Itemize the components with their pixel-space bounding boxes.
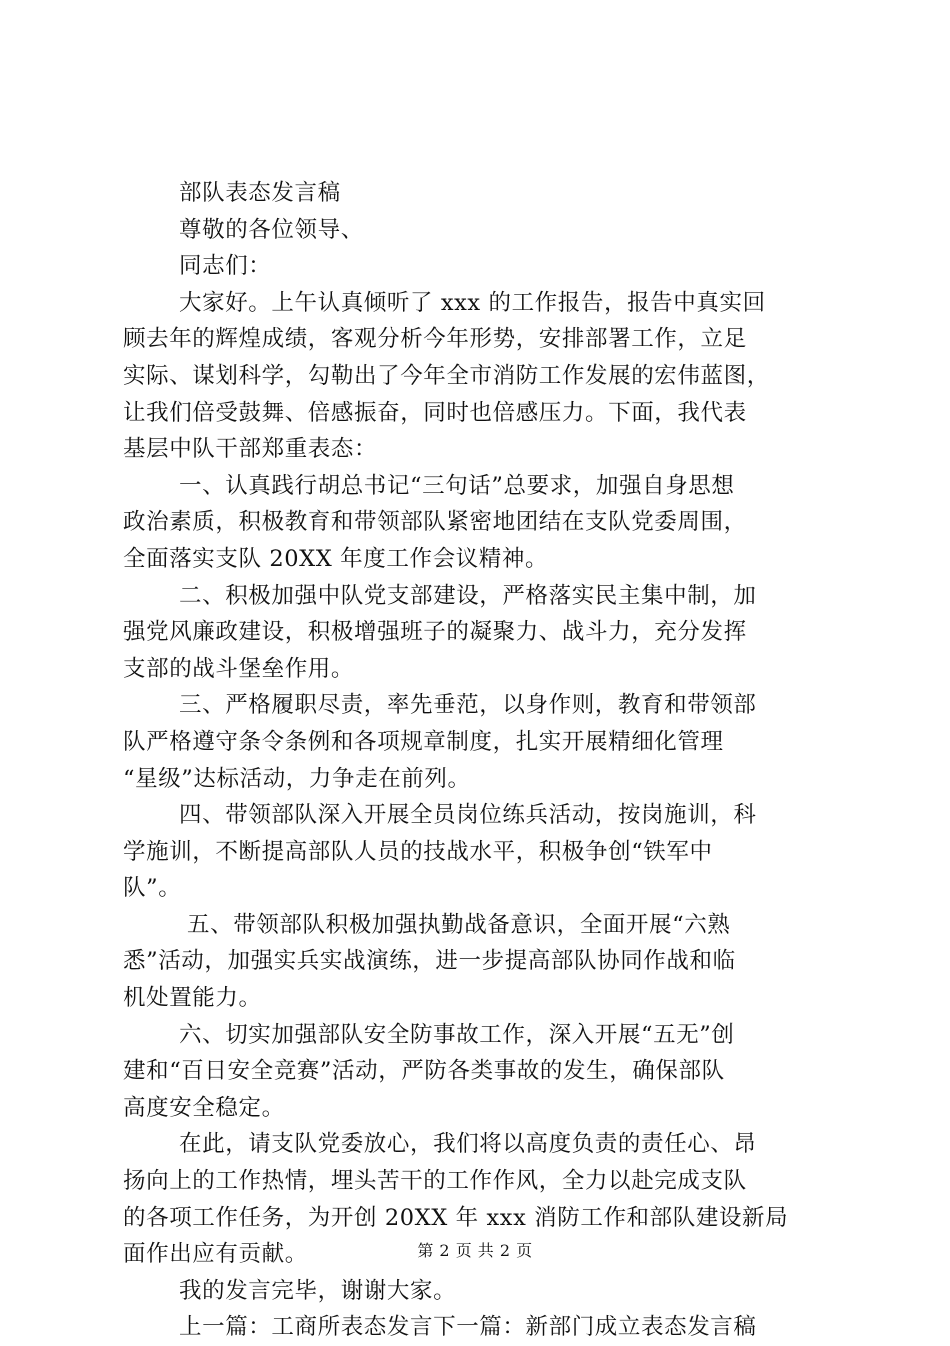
closing-line: 我的发言完毕，谢谢大家。: [179, 1277, 457, 1304]
paragraph-point-2: [123, 578, 845, 688]
text-line: 四、带领部队深入开展全员岗位练兵活动，按岗施训，科: [179, 802, 757, 829]
paragraph-opening: [123, 285, 845, 468]
text-line: 队”。: [123, 875, 182, 902]
document-title: 部队表态发言稿: [179, 180, 341, 206]
salutation-line: 同志们：: [179, 253, 272, 280]
text-line: 悉”活动，加强实兵实战演练，进一步提高部队协同作战和临: [123, 948, 736, 975]
paragraph-point-5: [123, 907, 845, 1017]
text-line: 学施训，不断提高部队人员的技战水平，积极争创“铁军中: [123, 838, 713, 865]
text-line: 机处置能力。: [123, 985, 262, 1012]
text-line: 扬向上的工作热情，埋头苦干的工作作风，全力以赴完成支队: [123, 1168, 747, 1195]
text-line: 大家好。上午认真倾听了 xxx 的工作报告，报告中真实回: [179, 289, 766, 316]
navigation-links[interactable]: 上一篇：工商所表态发言下一篇：新部门成立表态发言稿: [179, 1314, 757, 1341]
text-line: 一、认真践行胡总书记“三句话”总要求，加强自身思想: [179, 472, 735, 499]
paragraph-point-3: [123, 687, 845, 797]
text-line: 六、切实加强部队安全防事故工作，深入开展“五无”创: [179, 1021, 735, 1048]
text-line: 高度安全稳定。: [123, 1094, 285, 1121]
text-line: 顾去年的辉煌成绩，客观分析今年形势，安排部署工作，立足: [123, 326, 747, 353]
text-line: 二、积极加强中队党支部建设，严格落实民主集中制，加: [179, 582, 757, 609]
paragraph-point-6: [123, 1017, 845, 1127]
text-line: 三、严格履职尽责，率先垂范，以身作则，教育和带领部: [179, 692, 757, 719]
text-line: 支部的战斗堡垒作用。: [123, 655, 355, 682]
text-line: 让我们倍受鼓舞、倍感振奋，同时也倍感压力。下面，我代表: [123, 399, 747, 426]
salutation-line: 尊敬的各位领导、: [179, 216, 364, 243]
text-line: 在此，请支队党委放心，我们将以高度负责的责任心、昂: [179, 1131, 757, 1158]
paragraph-point-4: [123, 797, 845, 907]
text-line: 实际、谋划科学，勾勒出了今年全市消防工作发展的宏伟蓝图，: [123, 362, 770, 389]
text-line: 面作出应有贡献。: [123, 1241, 308, 1268]
text-line: 五、带领部队积极加强执勤战备意识，全面开展“六熟: [187, 911, 731, 938]
text-line: 政治素质，积极教育和带领部队紧密地团结在支队党委周围，: [123, 509, 747, 536]
text-line: 队严格遵守条令条例和各项规章制度，扎实开展精细化管理: [123, 728, 724, 755]
text-line: 全面落实支队 20XX 年度工作会议精神。: [123, 545, 549, 572]
text-line: 的各项工作任务，为开创 20XX 年 xxx 消防工作和部队建设新局: [123, 1204, 789, 1231]
paragraph-point-1: [123, 468, 845, 578]
text-line: 建和“百日安全竞赛”活动，严防各类事故的发生，确保部队: [123, 1058, 725, 1085]
page-number-footer: 第 2 页 共 2 页: [417, 1241, 533, 1260]
document-body: [123, 175, 845, 1346]
text-line: 基层中队干部郑重表态：: [123, 436, 378, 463]
text-line: “星级”达标活动，力争走在前列。: [123, 765, 471, 792]
text-line: 强党风廉政建设，积极增强班子的凝聚力、战斗力，充分发挥: [123, 619, 747, 646]
